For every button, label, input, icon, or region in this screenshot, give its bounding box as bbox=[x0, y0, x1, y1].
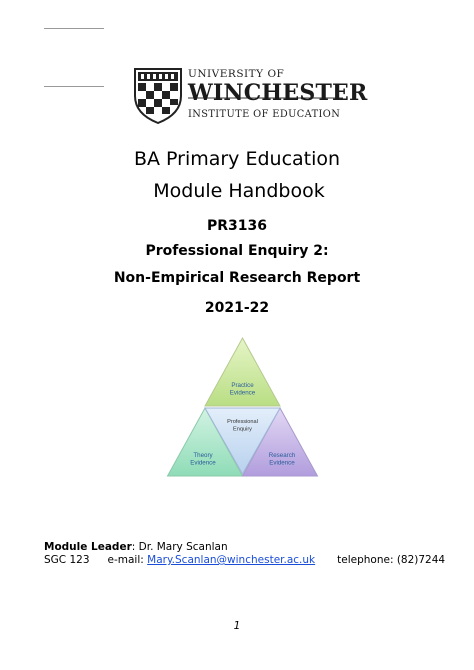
header-rule-top bbox=[44, 28, 104, 29]
diagram-label-left-line: Evidence bbox=[190, 459, 216, 467]
diagram-label-right bbox=[269, 452, 296, 467]
module-subtitle: Non-Empirical Research Report bbox=[113, 270, 361, 286]
diagram-label-center-line: Professional bbox=[227, 419, 258, 425]
email-label: e-mail: bbox=[107, 554, 144, 566]
contact-line bbox=[44, 554, 445, 566]
telephone: telephone: (82)7244 bbox=[337, 554, 446, 566]
page-number: 1 bbox=[233, 620, 241, 632]
email-link[interactable]: Mary.Scanlan@winchester.ac.uk bbox=[147, 554, 316, 566]
logo-line-2: WINCHESTER bbox=[188, 80, 368, 106]
diagram-label-top-line: Evidence bbox=[229, 389, 256, 397]
module-leader bbox=[44, 541, 228, 553]
header-rule-bottom bbox=[44, 86, 104, 87]
academic-year: 2021-22 bbox=[204, 300, 270, 316]
module-leader-label: Module Leader bbox=[44, 541, 132, 553]
diagram-label-center-line: Enquiry bbox=[233, 426, 252, 433]
diagram-label-right-line: Research bbox=[268, 452, 296, 459]
room-number: SGC 123 bbox=[44, 554, 90, 566]
module-name: Professional Enquiry 2: bbox=[145, 243, 329, 259]
module-code: PR3136 bbox=[206, 218, 267, 234]
module-leader-value: : Dr. Mary Scanlan bbox=[131, 541, 228, 553]
logo-line-1: UNIVERSITY OF bbox=[188, 68, 285, 80]
enquiry-triangle-diagram bbox=[165, 334, 320, 479]
diagram-label-left bbox=[190, 452, 216, 467]
diagram-label-top-line: Practice bbox=[231, 382, 254, 389]
programme-title: BA Primary Education bbox=[133, 148, 341, 170]
document-title bbox=[0, 180, 474, 202]
diagram-label-top bbox=[230, 382, 256, 397]
logo-line-3: INSTITUTE OF EDUCATION bbox=[188, 109, 341, 120]
diagram-label-right-line: Evidence bbox=[269, 459, 295, 467]
document-title-text: Module Handbook bbox=[153, 180, 325, 202]
diagram-label-left-line: Theory bbox=[193, 452, 213, 459]
